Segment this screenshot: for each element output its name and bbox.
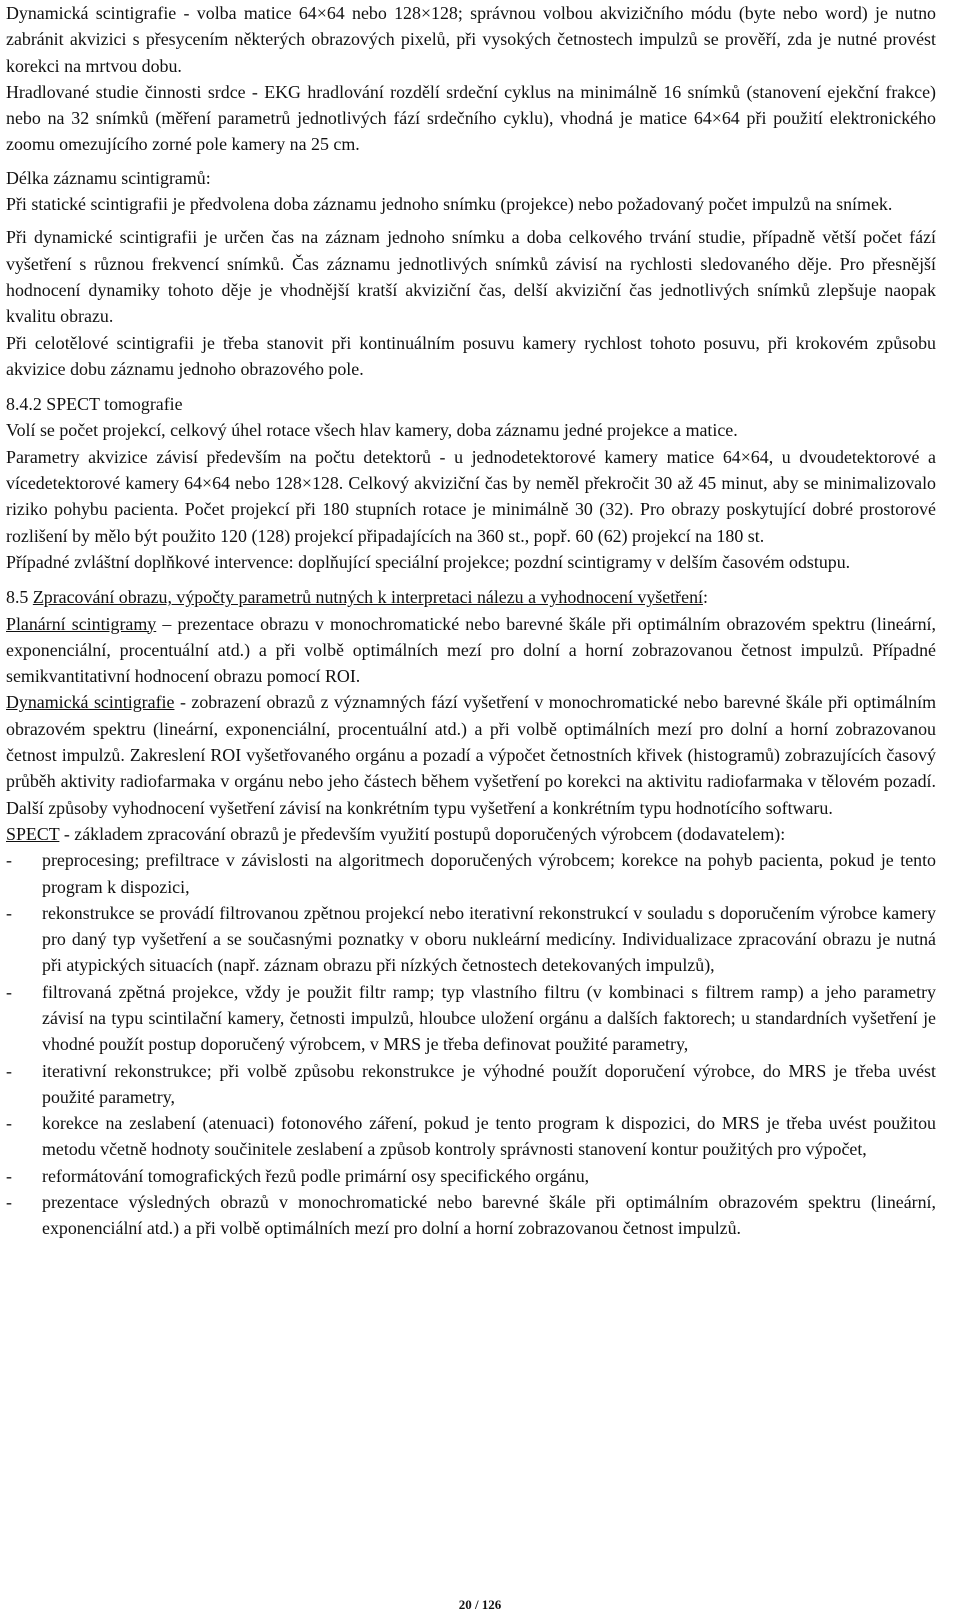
list-item	[6, 900, 936, 979]
paragraph-dynamic	[6, 689, 936, 820]
term-planar: Planární scintigramy	[6, 613, 157, 634]
section-85-title: Zpracování obrazu, výpočty parametrů nutných k interpretaci nálezu a vyhodnocení vyšetření	[32, 587, 703, 608]
term-dynamic: Dynamická scintigrafie	[6, 692, 175, 713]
paragraph-whole-body: Při celotělové scintigrafii je třeba stanovit při kontinuálním posuvu kamery rychlost tohoto posuvu, při krokovém způsobu akvizice dobu záznamu jednoho obrazového pole.	[6, 332, 936, 379]
list-dash: -	[6, 1192, 12, 1213]
list-item-text: korekce na zeslabení (atenuaci) fotonového záření, pokud je tento program k dispozici, do MRS je třeba uvést použitou metodu včetně hodnoty součinitele zeslabení a způsob kontroly správnosti stanovení kontur použitých pro výpočet,	[42, 1113, 936, 1160]
dynamic-text: - zobrazení obrazů z významných fází vyšetření v monochromatické nebo barevné škále při optimálním obrazovém spektru (lineární, exponenciální, procentuální atd.) a při volbě optimálních mezí pro dolní a horní zobrazovanou četnost impulzů. Zakreslení ROI vyšetřovaného orgánu a pozadí a výpočet četnostních křivek (histogramů) zobrazujících časový průběh aktivity radiofarmaka v orgánu nebo jeho částech během vyšetření po korekci na aktivitu radiofarmaka v tělovém pozadí. Další způsoby vyhodnocení vyšetření závisí na konkrétním typu vyšetření a konkrétním typu hodnotícího softwaru.	[6, 692, 936, 818]
section-85-colon: :	[702, 587, 708, 608]
paragraph-recording-length-title: Délka záznamu scintigramů:	[6, 167, 211, 188]
list-dash: -	[6, 1165, 12, 1186]
paragraph-gated-studies: Hradlované studie činnosti srdce - EKG hradlování rozdělí srdeční cyklus na minimálně 16 snímků (stanovení ejekční frakce) nebo na 32 snímků (měření parametrů jednotlivých fází srdečního cyklu), vhodná je matice 64×64 při použití elektronického zoomu omezujícího zorné pole kamery na 25 cm.	[6, 81, 936, 155]
paragraph-dynamic-timing: Při dynamické scintigrafii je určen čas na záznam jednoho snímku a doba celkového trvání studie, případně větší počet fází vyšetření s různou frekvencí snímků. Čas záznamu jednotlivých snímků závisí na rychlosti sledovaného děje. Pro přesnější hodnocení dynamiky tohoto děje je vhodnější kratší akviziční čas, delší akviziční čas jednotlivých snímků zlepšuje naopak kvalitu obrazu.	[6, 227, 936, 327]
list-item	[6, 1110, 936, 1163]
planar-text: – prezentace obrazu v monochromatické nebo barevné škále při optimálním obrazovém spektru (lineární, exponenciální, procentuální atd.) a při volbě optimálních mezí pro dolní a horní zobrazovanou četnost impulzů. Případné semikvantitativní hodnocení obrazu pomocí ROI.	[6, 613, 936, 687]
list-dash: -	[6, 1060, 12, 1081]
list-dash: -	[6, 981, 12, 1002]
list-dash: -	[6, 850, 12, 871]
list-item-text: preprocesing; prefiltrace v závislosti na algoritmech doporučených výrobcem; korekce na pohyb pacienta, pokud je tento program k dispozici,	[42, 850, 936, 897]
page-number: 20 / 126	[458, 1597, 502, 1612]
section-85-heading	[6, 584, 936, 610]
list-item	[6, 979, 936, 1058]
paragraph-spect-parameters: Parametry akvizice závisí především na počtu detektorů - u jednodetektorové kamery matice 64×64, u dvoudetektorové a vícedetektorové kamery 64×64 nebo 128×128. Celkový akviziční čas by neměl překročit 30 až 45 minut, aby se minimalizovalo riziko pohybu pacienta. Počet projekcí při 180 stupních rotace je minimálně 30 (32). Pro obrazy poskytující dobré prostorové rozlišení by mělo být použito 120 (128) projekcí připadajících na 360 st., popř. 60 (62) projekcí na 180 st.	[6, 446, 936, 546]
list-item	[6, 1058, 936, 1111]
document-page	[6, 0, 936, 1242]
paragraph-spect	[6, 821, 936, 847]
paragraph-dynamic-scintigraphy: Dynamická scintigrafie - volba matice 64×64 nebo 128×128; správnou volbou akvizičního módu (byte nebo word) je nutno zabránit akvizici s přesycením některých obrazových pixelů, při vysokých četnostech impulzů se prověří, zda je nutné provést korekci na mrtvou dobu.	[6, 3, 936, 76]
paragraph-static-scintigraphy: Při statické scintigrafii je předvolena doba záznamu jednoho snímku (projekce) nebo požadovaný počet impulzů na snímek.	[6, 194, 893, 215]
section-85-number: 8.5	[6, 587, 33, 608]
section-842-heading: 8.4.2 SPECT tomografie	[6, 394, 183, 415]
list-item-text: reformátování tomografických řezů podle primární osy specifického orgánu,	[42, 1165, 590, 1186]
spect-processing-list	[6, 847, 936, 1241]
term-spect: SPECT	[6, 823, 60, 844]
paragraph-planar	[6, 611, 936, 690]
list-item	[6, 1163, 936, 1189]
list-dash: -	[6, 902, 12, 923]
spect-text: - základem zpracování obrazů je především využití postupů doporučených výrobcem (dodavatelem):	[59, 823, 786, 844]
list-item	[6, 847, 936, 900]
list-item-text: prezentace výsledných obrazů v monochromatické nebo barevné škále při optimálním obrazovém spektru (lineární, exponenciální atd.) a při volbě optimálních mezí pro dolní a horní zobrazovanou četnost impulzů.	[42, 1192, 936, 1239]
list-item-text: filtrovaná zpětná projekce, vždy je použit filtr ramp; typ vlastního filtru (v kombinaci s filtrem ramp) a jeho parametry závisí na typu scintilační kamery, četnosti impulzů, hloubce uložení orgánu a dalších faktorech; u standardních vyšetření je vhodné použít postup doporučený výrobcem, v MRS je třeba definovat použité parametry,	[42, 981, 936, 1055]
list-item	[6, 1189, 936, 1242]
paragraph-spect-choice: Volí se počet projekcí, celkový úhel rotace všech hlav kamery, doba záznamu jedné projekce a matice.	[6, 420, 738, 441]
paragraph-spect-interventions: Případné zvláštní doplňkové intervence: doplňující speciální projekce; pozdní scintigramy v delším časovém odstupu.	[6, 551, 851, 572]
list-dash: -	[6, 1113, 12, 1134]
list-item-text: rekonstrukce se provádí filtrovanou zpětnou projekcí nebo iterativní rekonstrukcí v souladu s doporučením výrobce kamery pro daný typ vyšetření a se současnými poznatky v oboru nukleární medicíny. Individualizace zpracování obrazu je nutná při atypických situacích (např. záznam obrazu při nízkých četnostech detekovaných impulzů),	[42, 902, 936, 976]
list-item-text: iterativní rekonstrukce; při volbě způsobu rekonstrukce je výhodné použít doporučení výrobce, do MRS je třeba uvést použité parametry,	[42, 1060, 936, 1107]
